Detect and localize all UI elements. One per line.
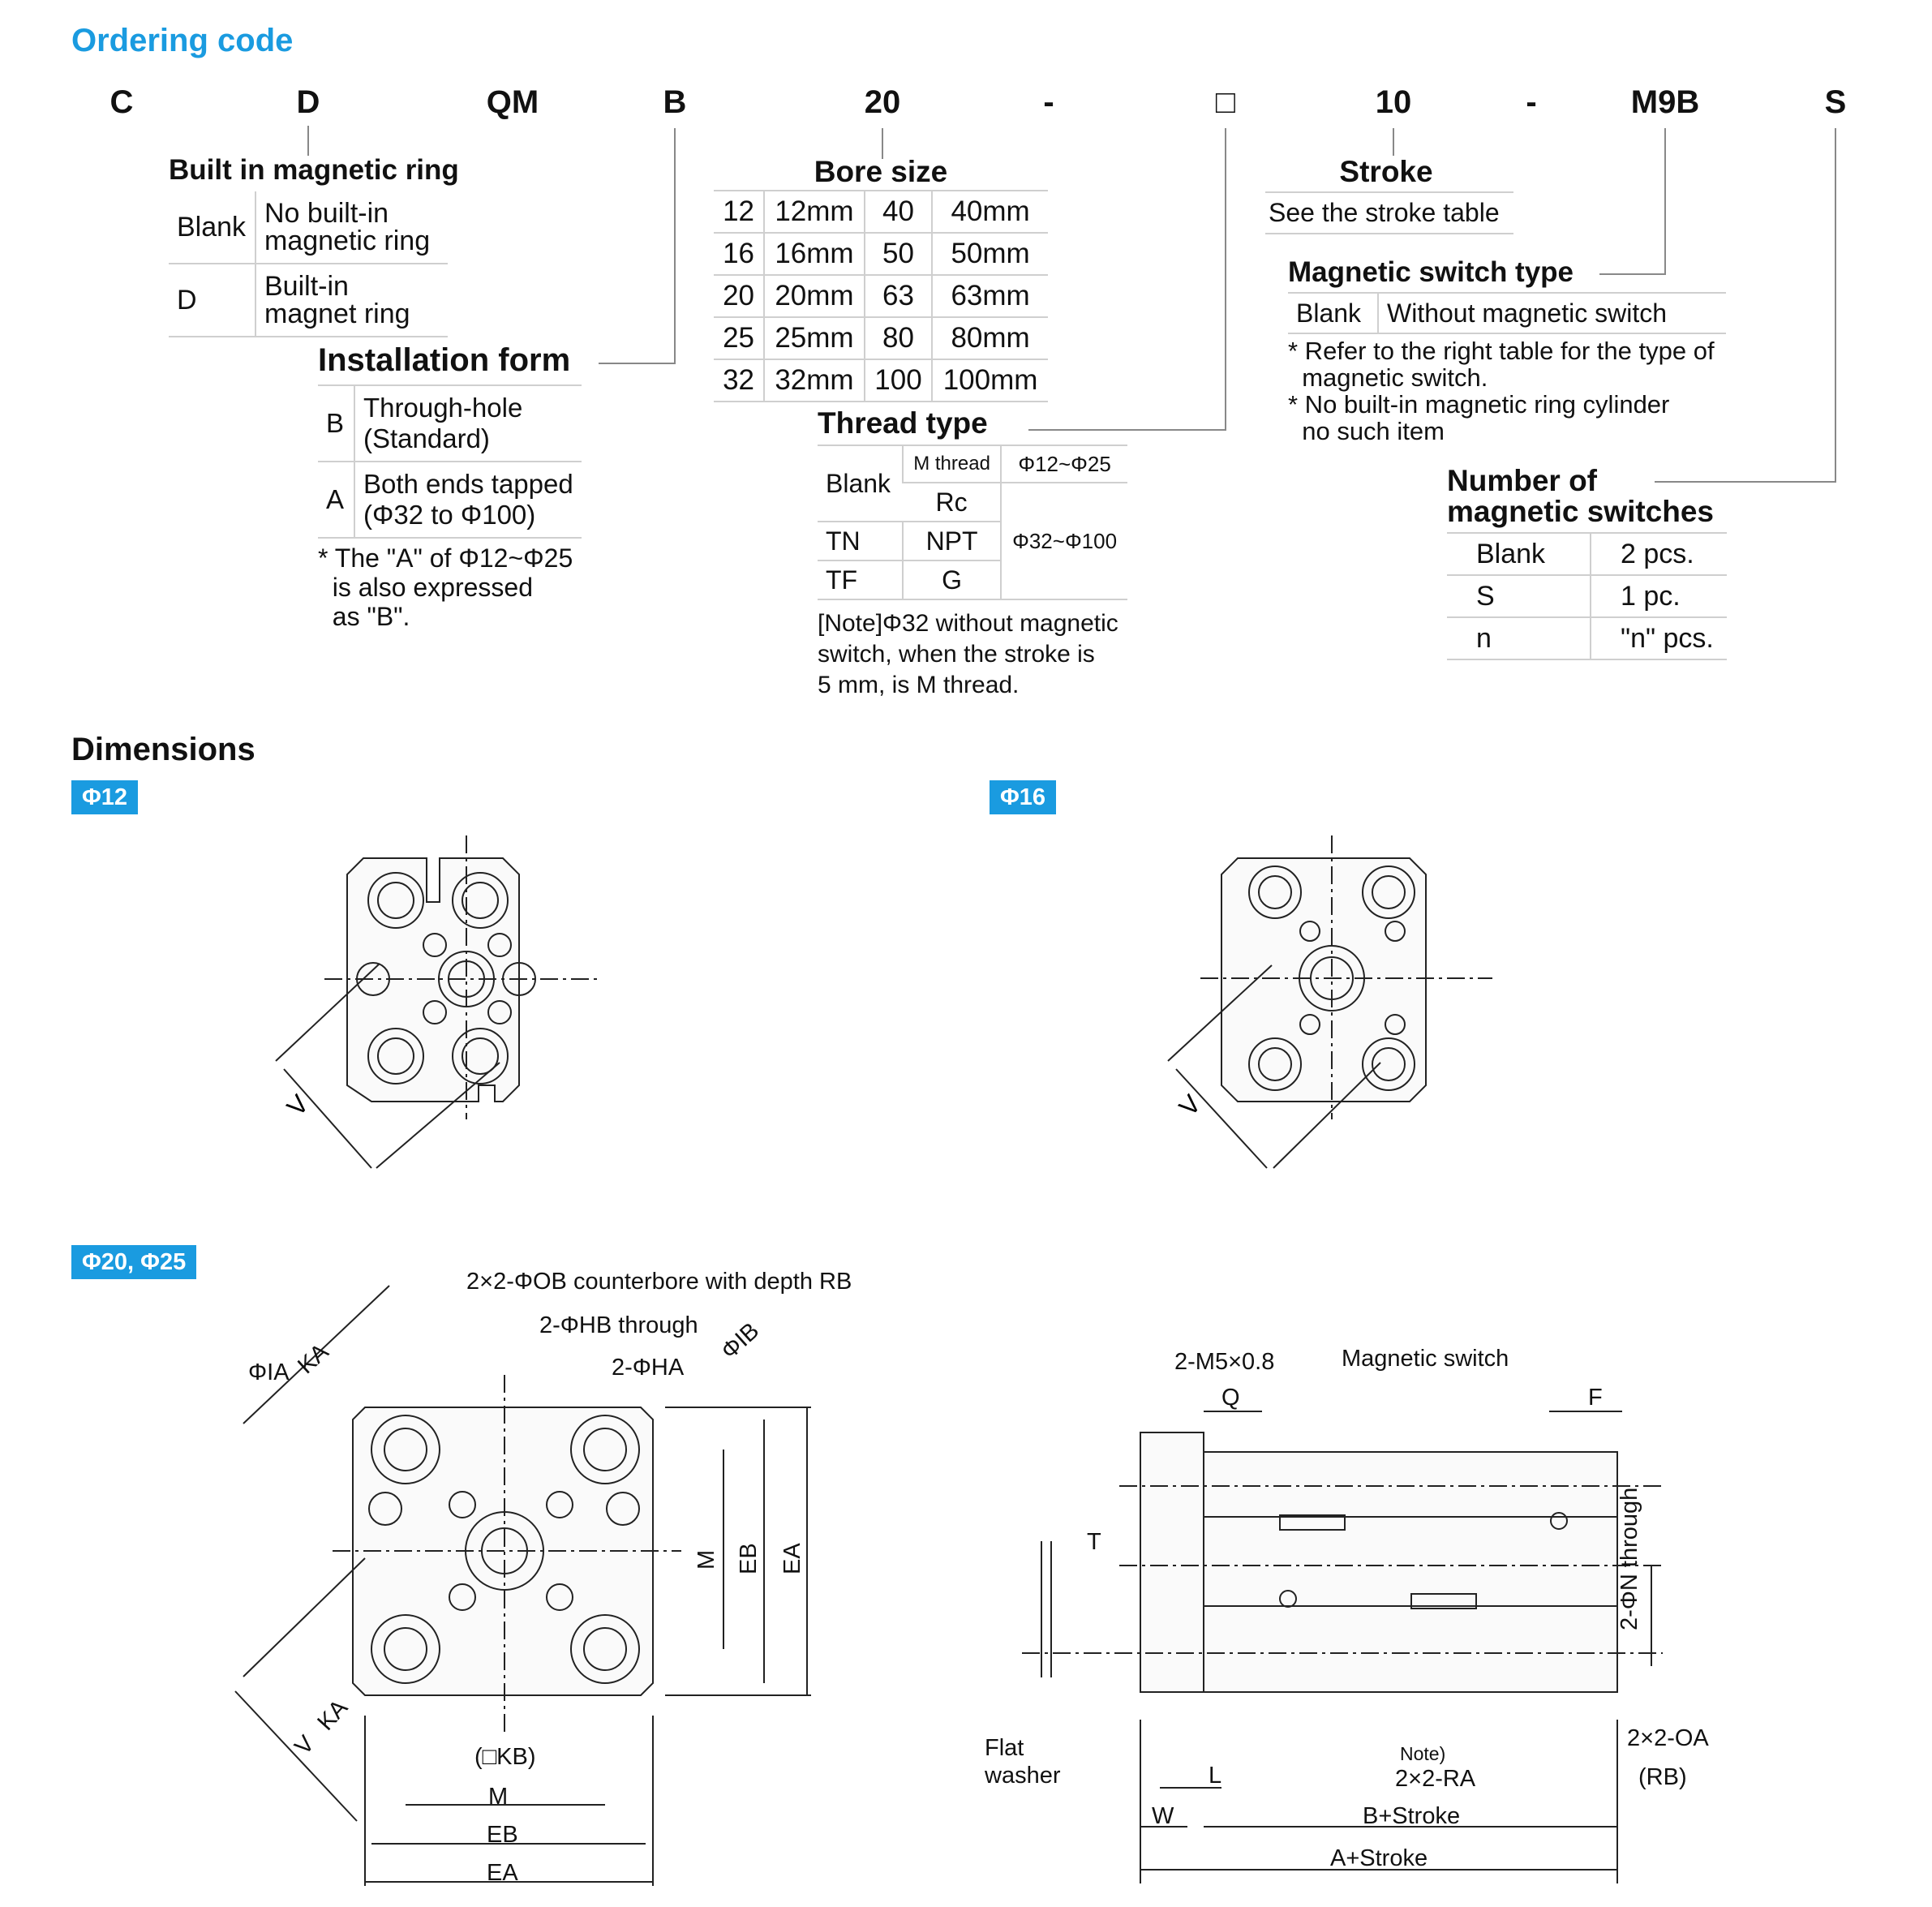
switch-count-title-1: Number of bbox=[1447, 464, 1597, 497]
thread-type-box bbox=[818, 407, 1127, 701]
installation-title: Installation form bbox=[318, 342, 571, 378]
table-cell: 80 bbox=[865, 317, 932, 359]
code-letter: 20 bbox=[864, 84, 901, 120]
table-row bbox=[714, 191, 1048, 233]
table-cell: Φ32~Φ100 bbox=[1001, 483, 1127, 599]
phi12-drawing bbox=[260, 827, 633, 1184]
phi16-drawing bbox=[1152, 827, 1525, 1184]
table-row bbox=[318, 385, 582, 462]
dim-ka-lower-label: KA bbox=[312, 1694, 354, 1736]
table-cell: 12mm bbox=[764, 191, 865, 233]
code-letter: C bbox=[109, 84, 134, 120]
magnet-ring-box bbox=[169, 154, 459, 337]
installation-note: * The "A" of Φ12~Φ25 is also expressed as "B". bbox=[318, 543, 573, 631]
dim-v-label: V bbox=[1173, 1089, 1207, 1122]
table-cell: 25mm bbox=[764, 317, 865, 359]
dim-hb-label: 2-ΦHB through bbox=[539, 1312, 698, 1338]
table-cell: 63mm bbox=[932, 275, 1048, 317]
table-cell: 12 bbox=[714, 191, 764, 233]
table-cell: 25 bbox=[714, 317, 764, 359]
table-cell: Without magnetic switch bbox=[1378, 293, 1726, 333]
table-cell: Blank bbox=[1447, 533, 1591, 575]
table-cell: Φ12~Φ25 bbox=[1001, 445, 1127, 483]
bore-size-title: Bore size bbox=[814, 155, 948, 188]
table-cell: TF bbox=[818, 561, 903, 599]
ordering-code-title: Ordering code bbox=[71, 23, 294, 58]
table-row bbox=[818, 445, 1127, 483]
switch-type-box bbox=[1288, 256, 1726, 445]
table-cell: G bbox=[903, 561, 1001, 599]
code-letter: S bbox=[1824, 84, 1847, 120]
flat-washer-label-2: washer bbox=[985, 1763, 1061, 1789]
thread-type-title: Thread type bbox=[818, 406, 988, 440]
table-cell: 20 bbox=[714, 275, 764, 317]
table-cell: Blank bbox=[1288, 293, 1378, 333]
table-row bbox=[714, 275, 1048, 317]
table-cell: NPT bbox=[903, 522, 1001, 561]
table-cell: 20mm bbox=[764, 275, 865, 317]
phi20-front-drawing bbox=[211, 1261, 860, 1902]
switch-count-box bbox=[1447, 466, 1727, 660]
dim-ea-vertical-label: EA bbox=[779, 1543, 805, 1574]
table-row bbox=[318, 462, 582, 538]
code-letter: 10 bbox=[1375, 84, 1412, 120]
table-cell: Rc bbox=[903, 483, 1001, 522]
dim-eb-vertical-label: EB bbox=[736, 1543, 762, 1574]
table-row bbox=[714, 233, 1048, 275]
table-row bbox=[1447, 575, 1727, 617]
table-cell: Both ends tapped (Φ32 to Φ100) bbox=[354, 462, 582, 538]
table-cell: 100 bbox=[865, 359, 932, 402]
table-cell: 50mm bbox=[932, 233, 1048, 275]
dim-ea-label: EA bbox=[487, 1860, 518, 1886]
dim-ob-label: 2×2-ΦOB counterbore with depth RB bbox=[466, 1269, 852, 1295]
dim-ha-label: 2-ΦHA bbox=[612, 1355, 685, 1381]
magnet-ring-title: Built in magnetic ring bbox=[169, 154, 459, 186]
table-row bbox=[169, 191, 448, 264]
switch-type-note: * Refer to the right table for the type of magnetic switch. * No built-in magnetic ring cylinder no such item bbox=[1288, 337, 1715, 445]
table-row bbox=[714, 359, 1048, 402]
table-cell: 2 pcs. bbox=[1591, 533, 1727, 575]
code-letter: QM bbox=[486, 84, 539, 120]
dim-kb-label: (□KB) bbox=[474, 1744, 536, 1770]
code-letter: □ bbox=[1215, 84, 1236, 120]
dim-f-label: F bbox=[1588, 1385, 1603, 1411]
switch-count-title-2: magnetic switches bbox=[1447, 495, 1715, 528]
table-cell: 32mm bbox=[764, 359, 865, 402]
stroke-box bbox=[1265, 156, 1513, 234]
table-row bbox=[169, 264, 448, 337]
dim-n-through-label: 2-ΦN through bbox=[1616, 1487, 1642, 1630]
dim-oa-label: 2×2-OA bbox=[1627, 1725, 1709, 1751]
table-cell: S bbox=[1447, 575, 1591, 617]
stroke-title: Stroke bbox=[1339, 155, 1433, 188]
dim-ka-label: KA bbox=[293, 1338, 334, 1380]
code-letter: - bbox=[1043, 84, 1054, 120]
table-cell: Blank bbox=[818, 445, 903, 522]
dim-m5-label: 2-M5×0.8 bbox=[1174, 1349, 1275, 1375]
dim-rb-label: (RB) bbox=[1638, 1764, 1687, 1790]
flat-washer-label-1: Flat bbox=[985, 1735, 1024, 1761]
dim-note-label: Note) bbox=[1400, 1743, 1446, 1764]
tag-phi12: Φ12 bbox=[71, 780, 138, 814]
code-letter: - bbox=[1526, 84, 1537, 120]
table-cell: D bbox=[169, 264, 255, 337]
table-row bbox=[1288, 293, 1726, 333]
dim-w-label: W bbox=[1152, 1803, 1174, 1829]
installation-box bbox=[318, 344, 582, 631]
dim-v-label: V bbox=[290, 1730, 320, 1760]
table-cell: M thread bbox=[903, 445, 1001, 483]
table-row bbox=[1447, 533, 1727, 575]
dim-t-label: T bbox=[1087, 1529, 1101, 1555]
table-cell: 32 bbox=[714, 359, 764, 402]
table-row bbox=[1447, 617, 1727, 659]
switch-type-title: Magnetic switch type bbox=[1288, 256, 1574, 288]
table-cell: No built-in magnetic ring bbox=[255, 191, 448, 264]
code-letter: M9B bbox=[1630, 84, 1700, 120]
table-cell: n bbox=[1447, 617, 1591, 659]
table-cell: B bbox=[318, 385, 354, 462]
table-cell: "n" pcs. bbox=[1591, 617, 1727, 659]
table-cell: Blank bbox=[169, 191, 255, 264]
phi20-side-drawing bbox=[981, 1338, 1760, 1898]
table-cell: 50 bbox=[865, 233, 932, 275]
dim-ib-label: ΦIB bbox=[716, 1317, 765, 1365]
tag-phi20-25: Φ20, Φ25 bbox=[71, 1245, 196, 1279]
dim-v-label: V bbox=[281, 1089, 315, 1122]
thread-note: [Note]Φ32 without magnetic switch, when the stroke is 5 mm, is M thread. bbox=[818, 610, 1118, 698]
code-letter: D bbox=[296, 84, 320, 120]
table-cell: 16 bbox=[714, 233, 764, 275]
code-letter: B bbox=[663, 84, 687, 120]
dim-eb-label: EB bbox=[487, 1822, 518, 1848]
switch-label: Magnetic switch bbox=[1342, 1346, 1509, 1372]
dim-q-label: Q bbox=[1221, 1385, 1240, 1411]
dim-m-label: M bbox=[488, 1784, 509, 1810]
table-cell: Through-hole (Standard) bbox=[354, 385, 582, 462]
table-cell: 16mm bbox=[764, 233, 865, 275]
table-cell: 80mm bbox=[932, 317, 1048, 359]
dim-l-label: L bbox=[1209, 1763, 1222, 1789]
stroke-desc: See the stroke table bbox=[1265, 191, 1513, 234]
table-cell: TN bbox=[818, 522, 903, 561]
table-cell: 40 bbox=[865, 191, 932, 233]
table-row bbox=[714, 317, 1048, 359]
table-cell: 1 pc. bbox=[1591, 575, 1727, 617]
table-cell: A bbox=[318, 462, 354, 538]
table-cell: 40mm bbox=[932, 191, 1048, 233]
table-cell: 100mm bbox=[932, 359, 1048, 402]
dim-ra-label: 2×2-RA bbox=[1395, 1766, 1476, 1792]
dimensions-title: Dimensions bbox=[71, 732, 255, 767]
bore-size-box bbox=[714, 156, 1048, 402]
tag-phi16: Φ16 bbox=[990, 780, 1056, 814]
dim-ia-label: ΦIA bbox=[248, 1359, 290, 1385]
dim-a-stroke-label: A+Stroke bbox=[1330, 1845, 1428, 1871]
table-cell: Built-in magnet ring bbox=[255, 264, 448, 337]
dim-b-stroke-label: B+Stroke bbox=[1363, 1803, 1461, 1829]
table-cell: 63 bbox=[865, 275, 932, 317]
dim-m-vertical-label: M bbox=[693, 1549, 719, 1570]
